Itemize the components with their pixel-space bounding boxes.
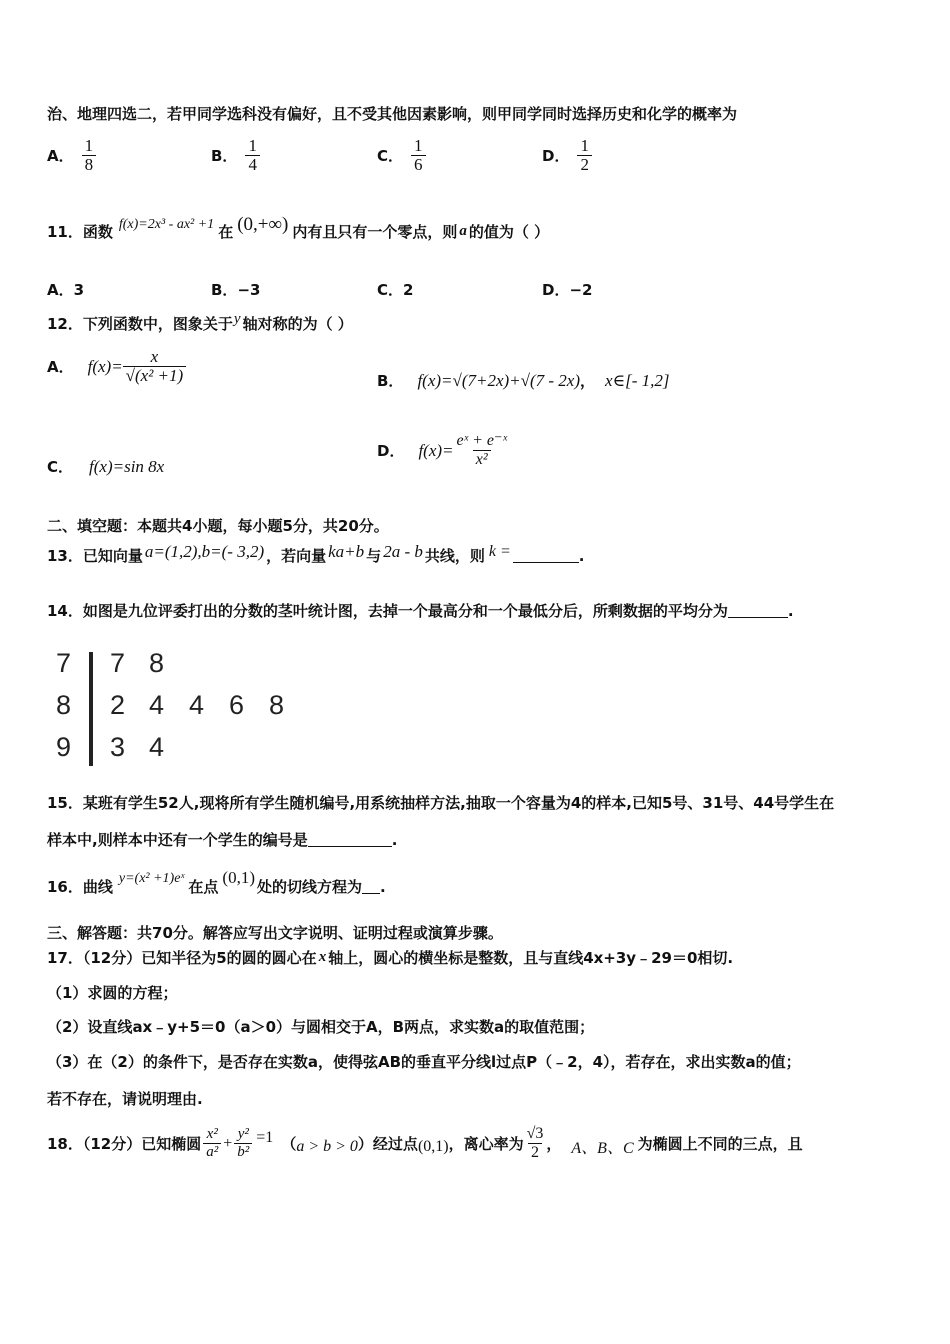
q15-line2: 样本中,则样本中还有一个学生的编号是 . xyxy=(47,830,398,849)
q12-stem: 12．下列函数中，图象关于 y 轴对称的为（ ） xyxy=(47,311,353,333)
q11-stem xyxy=(47,213,550,242)
q11-interval: (0,+∞) xyxy=(237,213,289,235)
fraction: $\frac{\text{eˣ + e⁻ˣ}}{\text{x²}}$ xyxy=(456,432,507,468)
q10-option-c[interactable] xyxy=(377,137,426,175)
stem-leaf-plot xyxy=(52,648,312,770)
option-label: B． xyxy=(211,147,238,166)
leaf: 4 xyxy=(189,690,205,720)
q10-option-b[interactable] xyxy=(211,137,260,175)
leaf: 6 xyxy=(229,690,245,720)
q17-part3-cont: 若不存在，请说明理由. xyxy=(47,1090,203,1108)
leaf: 2 xyxy=(110,690,126,720)
q15-line1: 15．某班有学生52人,现将所有学生随机编号,用系统抽样方法,抽取一个容量为4的样本,已知5号、31号、44号学生在 xyxy=(47,794,835,812)
q10-text: 治、地理四选二，若甲同学选科没有偏好，且不受其他因素影响，则甲同学同时选择历史和化学的概率为 xyxy=(47,105,738,123)
stem-divider xyxy=(89,652,93,766)
q11-prefix: 11．函数 xyxy=(47,223,113,241)
fraction: $\frac{1}{8}$ xyxy=(82,137,97,175)
leaf: 8 xyxy=(269,690,285,720)
leaf: 8 xyxy=(149,648,165,678)
fraction: $\frac{\text{y²}}{\text{b²}}$ xyxy=(234,1127,252,1160)
fraction: $\frac{1}{6}$ xyxy=(411,137,426,175)
answer-blank[interactable] xyxy=(308,832,392,847)
q10-option-d[interactable] xyxy=(542,137,592,175)
section-2-heading: 二、填空题：本题共4小题，每小题5分，共20分。 xyxy=(47,517,389,535)
q11-option-c[interactable]: C．2 xyxy=(377,281,414,299)
q17-stem: 17．（12分）已知半径为5的圆的圆心在 x 轴上，圆心的横坐标是整数，且与直线4x+3y﹣29＝0相切. xyxy=(47,949,734,967)
leaf: 4 xyxy=(149,690,165,720)
leaf: 4 xyxy=(149,732,165,762)
answer-blank[interactable] xyxy=(362,879,380,894)
q12-option-c[interactable]: C． f(x)=sin 8x xyxy=(47,456,165,476)
q11-var: a xyxy=(459,223,467,239)
option-label: C． xyxy=(377,147,404,166)
answer-blank[interactable] xyxy=(728,603,788,618)
q10-option-a[interactable] xyxy=(47,137,96,175)
q12-option-b[interactable]: B． f(x)=√(7+2x)+√(7 - 2x) ， x∈[- 1,2] xyxy=(377,370,670,390)
stem: 9 xyxy=(56,732,72,762)
option-label: A． xyxy=(47,147,74,166)
q14-stem: 14．如图是九位评委打出的分数的茎叶统计图，去掉一个最高分和一个最低分后，所剩数据的平均分为 . xyxy=(47,601,794,620)
q17-part3: （3）在（2）的条件下，是否存在实数a，使得弦AB的垂直平分线l过点P（﹣2，4），若存在，求出实数a的值； xyxy=(47,1053,801,1071)
fraction: $\frac{1}{4}$ xyxy=(245,137,260,175)
q12-option-d[interactable]: D． f(x)= $\frac{\text{eˣ + e⁻ˣ}}{\text{x²}}$ xyxy=(377,433,510,468)
fraction: $\frac{√3}{2}$ xyxy=(526,1125,544,1161)
q11-function: f(x)=2x³ - ax² +1 xyxy=(118,216,215,232)
stem: 8 xyxy=(56,690,72,720)
q11-mid: 在 xyxy=(218,223,234,241)
q17-part2: （2）设直线ax﹣y+5＝0（a＞0）与圆相交于A，B两点，求实数a的取值范围； xyxy=(47,1018,595,1036)
leaf: 3 xyxy=(110,732,126,762)
fraction: $\frac{1}{2}$ xyxy=(577,137,592,175)
q18-stem: 18．（12分）已知椭圆 $\frac{\text{x²}}{\text{a²}}$ + $\frac{\text{y²}}{\text{b²}}$ =1 （ a > b > 0 ）经过点 (0,1) ，离心率为 $\frac{√3}{2}$ ， A、B、C 为椭圆上不同的三点，且 xyxy=(47,1125,803,1161)
q16-stem: 16．曲线 y=(x² +1)eˣ 在点 (0,1) 处的切线方程为 . xyxy=(47,867,386,896)
fraction: $\frac{\text{x²}}{\text{a²}}$ xyxy=(203,1127,221,1160)
q11-option-d[interactable]: D．−2 xyxy=(542,281,593,299)
section-3-heading: 三、解答题：共70分。解答应写出文字说明、证明过程或演算步骤。 xyxy=(47,924,503,942)
fraction: $\frac{x}{\text{√(x² +1)}}$ xyxy=(123,348,187,386)
q17-part1: （1）求圆的方程； xyxy=(47,984,178,1002)
option-label: D． xyxy=(542,147,570,166)
q11-suffix2: 的值为（ ） xyxy=(468,223,550,241)
answer-blank[interactable] xyxy=(513,548,579,563)
q11-option-b[interactable]: B．−3 xyxy=(211,281,261,299)
q12-option-a[interactable]: A． f(x)= $\frac{x}{\text{√(x² +1)}}$ xyxy=(47,348,186,386)
q11-suffix: 内有且只有一个零点，则 xyxy=(292,223,458,241)
stem: 7 xyxy=(56,648,72,678)
q11-option-a[interactable]: A．3 xyxy=(47,281,85,299)
q13-stem: 13．已知向量 a=(1,2),b=(- 3,2) ，若向量 ka+b 与 2a - b 共线，则 k = . xyxy=(47,541,585,565)
leaf: 7 xyxy=(110,648,126,678)
